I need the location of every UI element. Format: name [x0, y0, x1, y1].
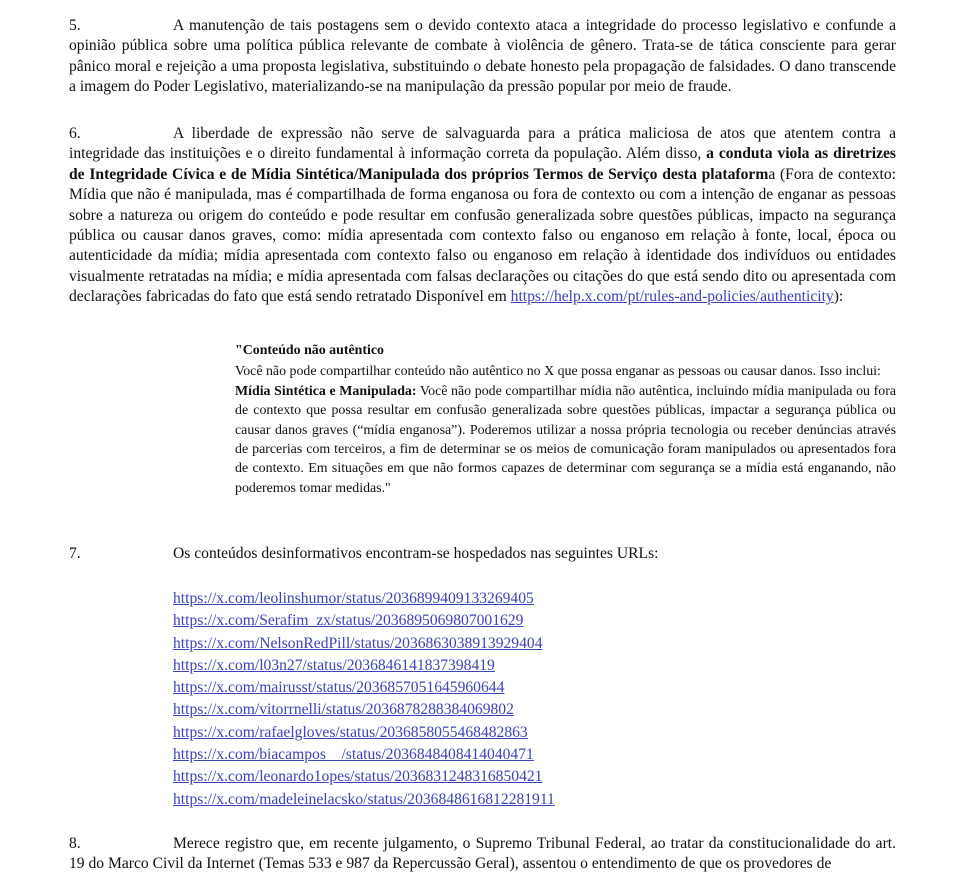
paragraph-text: A liberdade de expressão não serve de salvaguarda para a prática maliciosa de atos que atentem contra a integridade das instituições e o direito fundamental à informação correta da população. Além disso, — [69, 125, 896, 163]
list-item — [173, 588, 555, 610]
list-item — [173, 655, 555, 677]
paragraph-6 — [69, 124, 896, 308]
quote-body — [235, 382, 896, 498]
list-item — [173, 722, 555, 744]
paragraph-text-continued: a (Fora de contexto: Mídia que não é manipulada, mas é compartilhada de forma enganosa ou fora de contexto ou com a intenção de enganar as pessoas sobre a natureza ou origem do conteúdo e pode resultar em confusão generalizada sobre questões públicas, impacto na segurança pública ou causar danos graves, como: mídia apresentada com contexto falso ou enganoso em relação à fonte, local, época ou autenticidade da mídia; mídia apresentada com contexto falso ou enganoso em relação à identidade dos indivíduos ou entidades visualmente retratadas na mídia; e mídia apresentada com falsas declarações ou citações do que está sendo dito ou apresentada com declarações fabricadas do fato que está sendo retratado Disponível em — [69, 165, 896, 306]
quote-title: "Conteúdo não autêntico — [235, 343, 384, 358]
quote-bold-label: Mídia Sintética e Manipulada: — [235, 383, 417, 399]
url-link[interactable]: https://x.com/Serafim_zx/status/2036895069807001629 — [173, 612, 524, 630]
list-item — [173, 699, 555, 721]
quote-body-text: Você não pode compartilhar mídia não autêntica, incluindo mídia manipulada ou fora de contexto que possa resultar em confusão generalizada sobre questões públicas, impactar a segurança pública ou causar danos graves (“mídia enganosa”). Poderemos utilizar a nossa própria tecnologia ou receber denúncias através de parcerias com terceiros, a fim de determinar se os meios de comunicação foram manipulados ou apresentados fora de contexto. Em situações em que não formos capazes de determinar com segurança se a mídia está enganando, não poderemos tomar medidas." — [235, 383, 896, 496]
list-item — [173, 633, 555, 655]
url-link[interactable]: https://x.com/biacampos__/status/2036848408414040471 — [173, 746, 534, 764]
paragraph-number: 7. — [69, 545, 81, 562]
list-item — [173, 744, 555, 766]
paragraph-number: 6. — [69, 125, 81, 142]
quote-intro: Você não pode compartilhar conteúdo não autêntico no X que possa enganar as pessoas ou causar danos. Isso inclui: — [235, 364, 881, 380]
paragraph-tail: ): — [833, 288, 844, 306]
list-item — [173, 766, 555, 788]
url-link[interactable]: https://x.com/l03n27/status/2036846141837398419 — [173, 656, 495, 674]
policy-quote — [235, 341, 896, 498]
paragraph-number: 8. — [69, 835, 81, 852]
paragraph-8 — [69, 834, 896, 875]
url-link[interactable]: https://x.com/NelsonRedPill/status/2036863038913929404 — [173, 634, 543, 652]
bold-statement: a conduta viola as diretrizes de Integridade Cívica e de Mídia Sintética/Manipulada dos próprios Termos de Serviço desta plataform — [69, 145, 897, 183]
url-link[interactable]: https://x.com/rafaelgloves/status/2036858055468482863 — [173, 723, 528, 741]
paragraph-text: A manutenção de tais postagens sem o devido contexto ataca a integridade do processo legislativo e confunde a opinião pública sobre uma política pública relevante de combate à violência de gênero. Trata-se de tática consciente para gerar pânico moral e rejeição a uma proposta legislativa, substituindo o debate honesto pela propagação de falsidades. O dano transcende a imagem do Poder Legislativo, materializando-se na manipulação da pressão popular por meio de fraude. — [69, 17, 896, 96]
paragraph-5 — [69, 16, 896, 98]
url-link[interactable]: https://x.com/leonardo1opes/status/2036831248316850421 — [173, 768, 543, 786]
paragraph-number: 5. — [69, 17, 81, 34]
url-list — [173, 588, 555, 811]
paragraph-7 — [69, 544, 896, 564]
url-link[interactable]: https://x.com/leolinshumor/status/2036899409133269405 — [173, 590, 534, 607]
list-item — [173, 789, 555, 811]
url-link[interactable]: https://x.com/mairusst/status/2036857051645960644 — [173, 679, 505, 697]
paragraph-text: Os conteúdos desinformativos encontram-se hospedados nas seguintes URLs: — [173, 545, 659, 562]
url-link[interactable]: https://x.com/madeleinelacsko/status/2036848616812281911 — [173, 790, 555, 808]
paragraph-text: Merece registro que, em recente julgamento, o Supremo Tribunal Federal, ao tratar da constitucionalidade do art. 19 do Marco Civil da Internet (Temas 533 e 987 da Repercussão Geral), assentou o entendimento de que os provedores de — [69, 835, 896, 873]
list-item — [173, 610, 555, 632]
authenticity-policy-link[interactable]: https://help.x.com/pt/rules-and-policies/authenticity — [510, 288, 834, 306]
list-item — [173, 677, 555, 699]
url-link[interactable]: https://x.com/vitorrnelli/status/2036878288384069802 — [173, 701, 514, 719]
